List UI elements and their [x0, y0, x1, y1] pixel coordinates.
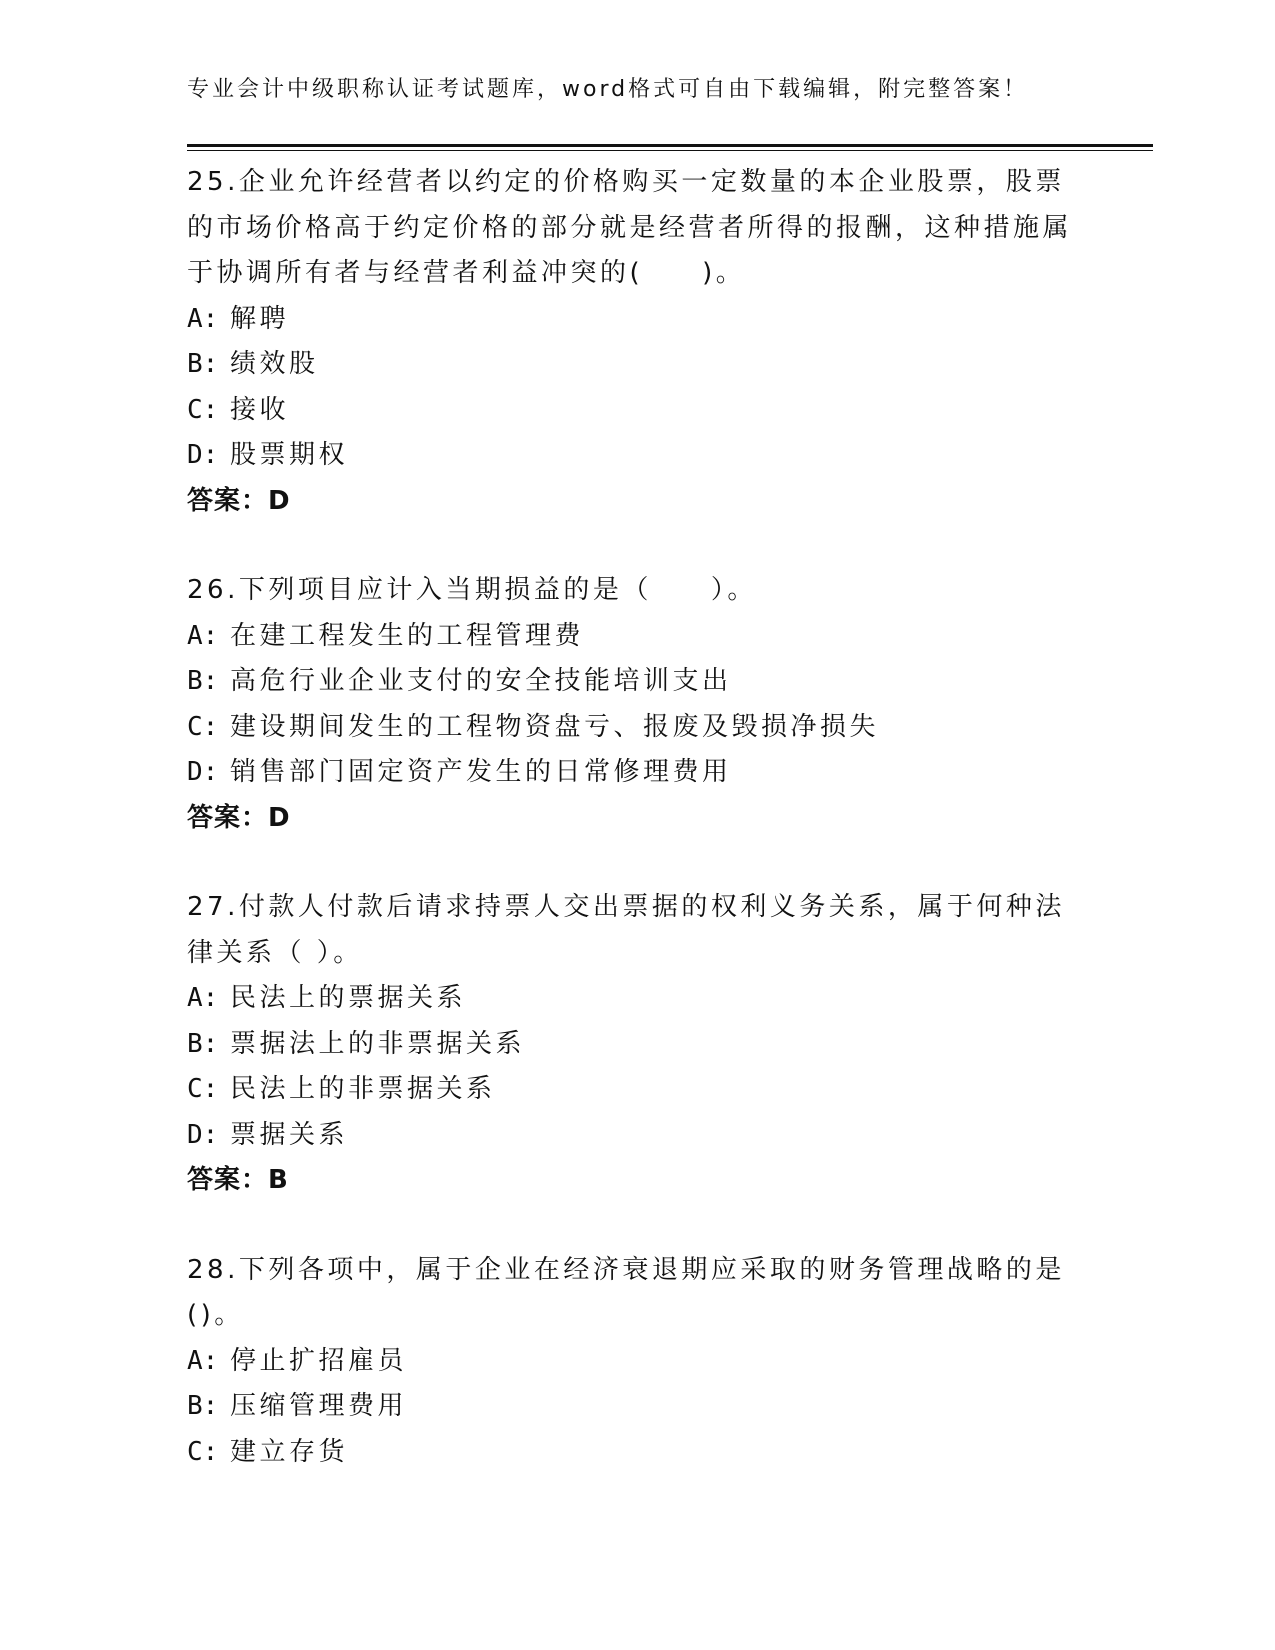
option-text: 票据法上的非票据关系 — [230, 1028, 526, 1059]
question-stem: 25.企业允许经营者以约定的价格购买一定数量的本企业股票，股票的市场价格高于约定价格的部分就是经营者所得的报酬，这种措施属于协调所有者与经营者利益冲突的( )。 — [187, 167, 1073, 288]
header-rule-thin — [187, 150, 1153, 151]
option-a — [187, 614, 1087, 660]
option-letter: C: — [187, 711, 219, 742]
option-text: 在建工程发生的工程管理费 — [230, 620, 585, 651]
option-c — [187, 705, 1087, 751]
option-letter: B: — [187, 666, 219, 696]
option-text: 建立存货 — [230, 1436, 349, 1467]
option-letter: D: — [187, 440, 219, 470]
option-letter: D: — [187, 1119, 219, 1150]
answer-line: 答案：D — [187, 485, 291, 516]
option-a — [187, 976, 1087, 1022]
option-b — [187, 1022, 1087, 1068]
option-text: 票据关系 — [230, 1119, 349, 1150]
option-c — [187, 1430, 1087, 1476]
option-text: 接收 — [230, 394, 290, 425]
option-c — [187, 388, 1087, 434]
option-a — [187, 297, 1087, 343]
answer-line: 答案：D — [187, 802, 291, 833]
option-c — [187, 1067, 1087, 1113]
option-a — [187, 1339, 1087, 1385]
option-text: 绩效股 — [230, 349, 319, 379]
question-28 — [187, 1248, 1087, 1476]
option-b — [187, 342, 1087, 388]
option-letter: B: — [187, 349, 219, 379]
option-b — [187, 659, 1087, 705]
option-text: 销售部门固定资产发生的日常修理费用 — [230, 757, 732, 787]
option-d — [187, 1113, 1087, 1159]
question-stem: 27.付款人付款后请求持票人交出票据的权利义务关系，属于何种法律关系（ ）。 — [187, 892, 1065, 968]
option-letter: D: — [187, 757, 219, 787]
option-text: 高危行业企业支付的安全技能培训支出 — [230, 666, 732, 696]
option-text: 解聘 — [230, 303, 290, 334]
option-d — [187, 433, 1087, 479]
option-d — [187, 750, 1087, 796]
option-text: 股票期权 — [230, 440, 349, 470]
answer-line: 答案：B — [187, 1165, 289, 1195]
option-text: 建设期间发生的工程物资盘亏、报废及毁损净损失 — [230, 711, 880, 742]
option-text: 压缩管理费用 — [230, 1391, 408, 1421]
question-list — [187, 160, 1087, 1519]
question-27 — [187, 885, 1087, 1204]
header-rule-thick — [187, 144, 1153, 147]
question-26 — [187, 568, 1087, 841]
question-stem: 28.下列各项中，属于企业在经济衰退期应采取的财务管理战略的是()。 — [187, 1254, 1065, 1330]
option-letter: C: — [187, 394, 219, 425]
option-letter: A: — [187, 983, 219, 1013]
option-letter: B: — [187, 1391, 219, 1421]
option-letter: A: — [187, 303, 219, 334]
option-letter: C: — [187, 1436, 219, 1467]
question-stem: 26.下列项目应计入当期损益的是（ ）。 — [187, 575, 757, 605]
option-text: 停止扩招雇员 — [230, 1345, 408, 1376]
option-letter: C: — [187, 1074, 219, 1104]
option-letter: B: — [187, 1028, 219, 1059]
option-letter: A: — [187, 620, 219, 651]
option-letter: A: — [187, 1345, 219, 1376]
option-text: 民法上的票据关系 — [230, 983, 467, 1013]
option-text: 民法上的非票据关系 — [230, 1074, 496, 1104]
page-header: 专业会计中级职称认证考试题库，word格式可自由下载编辑，附完整答案！ — [187, 77, 1029, 102]
question-25 — [187, 160, 1087, 524]
option-b — [187, 1384, 1087, 1430]
